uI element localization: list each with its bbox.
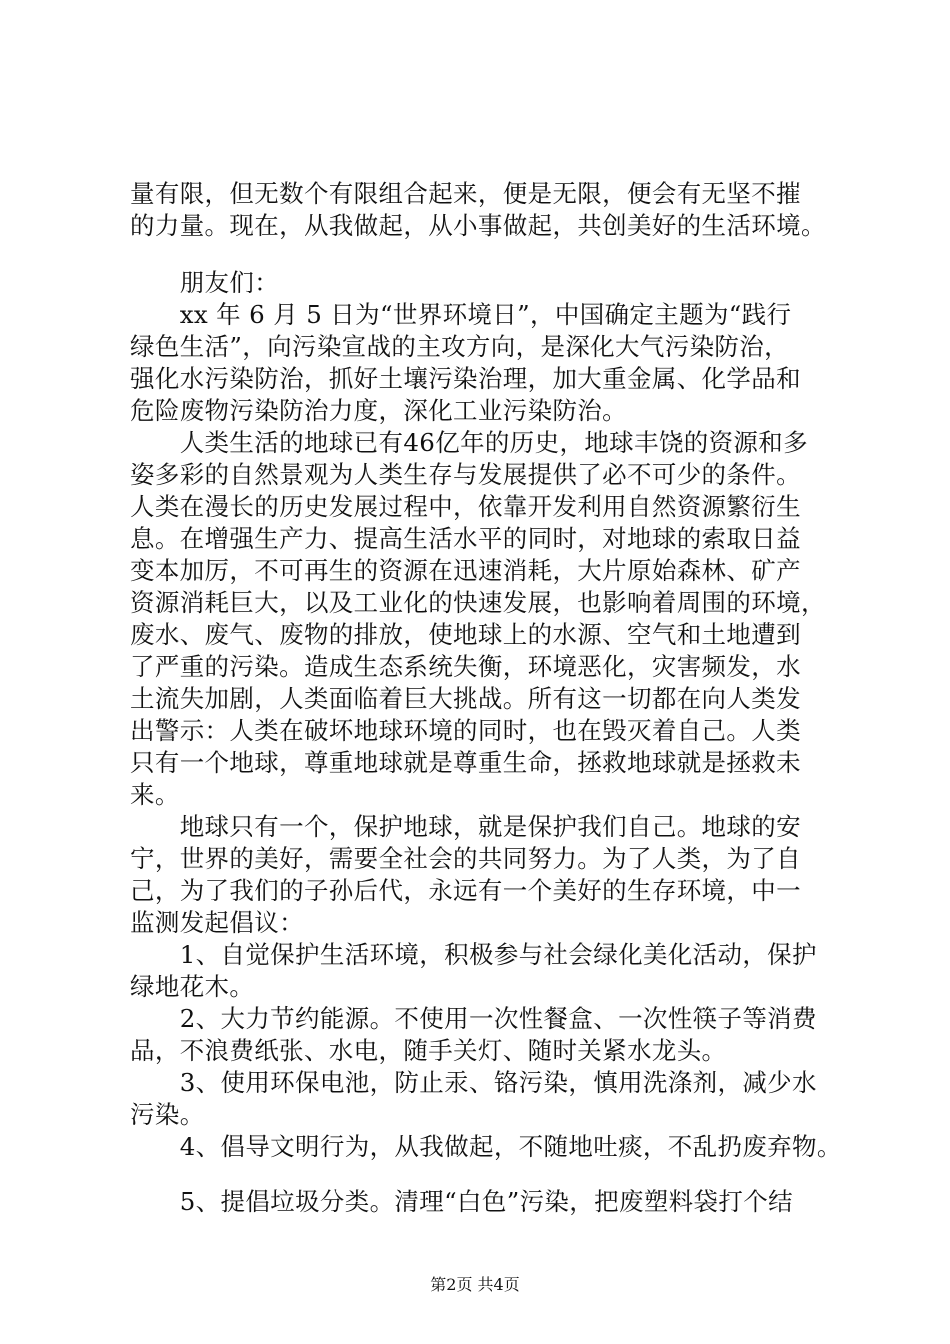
text-line: 了严重的污染。造成生态系统失衡，环境恶化，灾害频发，水: [130, 652, 801, 681]
text-line: 息。在增强生产力、提高生活水平的同时，对地球的索取日益: [130, 524, 801, 553]
text-line: 人类生活的地球已有46亿年的历史，地球丰饶的资源和多: [130, 428, 808, 457]
text-line: 朋友们：: [130, 268, 280, 297]
text-line: 绿色生活”，向污染宣战的主攻方向，是深化大气污染防治，: [130, 332, 789, 361]
text-line: 只有一个地球，尊重地球就是尊重生命，拯救地球就是拯救未: [130, 748, 801, 777]
text-line: 品，不浪费纸张、水电，随手关灯、随时关紧水龙头。: [130, 1036, 727, 1065]
text-line: 危险废物污染防治力度，深化工业污染防治。: [130, 396, 627, 425]
text-line: 5、提倡垃圾分类。清理“白色”污染，把废塑料袋打个结: [130, 1187, 793, 1216]
text-line: 地球只有一个，保护地球，就是保护我们自己。地球的安: [130, 812, 801, 841]
text-line: 污染。: [130, 1100, 205, 1129]
text-line: 2、大力节约能源。不使用一次性餐盒、一次性筷子等消费: [130, 1004, 817, 1033]
text-line: 监测发起倡议：: [130, 908, 304, 937]
text-line: 出警示：人类在破坏地球环境的同时，也在毁灭着自己。人类: [130, 716, 801, 745]
text-line: 来。: [130, 780, 180, 809]
text-line: 人类在漫长的历史发展过程中，依靠开发利用自然资源繁衍生: [130, 492, 801, 521]
text-line: 姿多彩的自然景观为人类生存与发展提供了必不可少的条件。: [130, 460, 801, 489]
text-line: 资源消耗巨大，以及工业化的快速发展，也影响着周围的环境，: [130, 588, 826, 617]
text-line: 土流失加剧，人类面临着巨大挑战。所有这一切都在向人类发: [130, 684, 801, 713]
text-line: 绿地花木。: [130, 972, 255, 1001]
text-line: 4、倡导文明行为，从我做起，不随地吐痰，不乱扔废弃物。: [130, 1132, 842, 1161]
text-line: 强化水污染防治，抓好土壤污染治理，加大重金属、化学品和: [130, 364, 801, 393]
text-line: 的力量。现在，从我做起，从小事做起，共创美好的生活环境。: [130, 211, 826, 240]
page-number-footer: 第2页 共4页: [430, 1275, 520, 1294]
text-line: 1、自觉保护生活环境，积极参与社会绿化美化活动，保护: [130, 940, 817, 969]
text-line: xx 年 6 月 5 日为“世界环境日”，中国确定主题为“践行: [130, 300, 792, 329]
text-line: 己，为了我们的子孙后代，永远有一个美好的生存环境，中一: [130, 876, 801, 905]
text-line: 变本加厉，不可再生的资源在迅速消耗，大片原始森林、矿产: [130, 556, 801, 585]
text-line: 量有限，但无数个有限组合起来，便是无限，便会有无坚不摧: [130, 179, 801, 208]
text-line: 废水、废气、废物的排放，使地球上的水源、空气和土地遭到: [130, 620, 801, 649]
text-line: 3、使用环保电池，防止汞、铬污染，慎用洗涤剂，减少水: [130, 1068, 817, 1097]
text-line: 宁，世界的美好，需要全社会的共同努力。为了人类，为了自: [130, 844, 801, 873]
